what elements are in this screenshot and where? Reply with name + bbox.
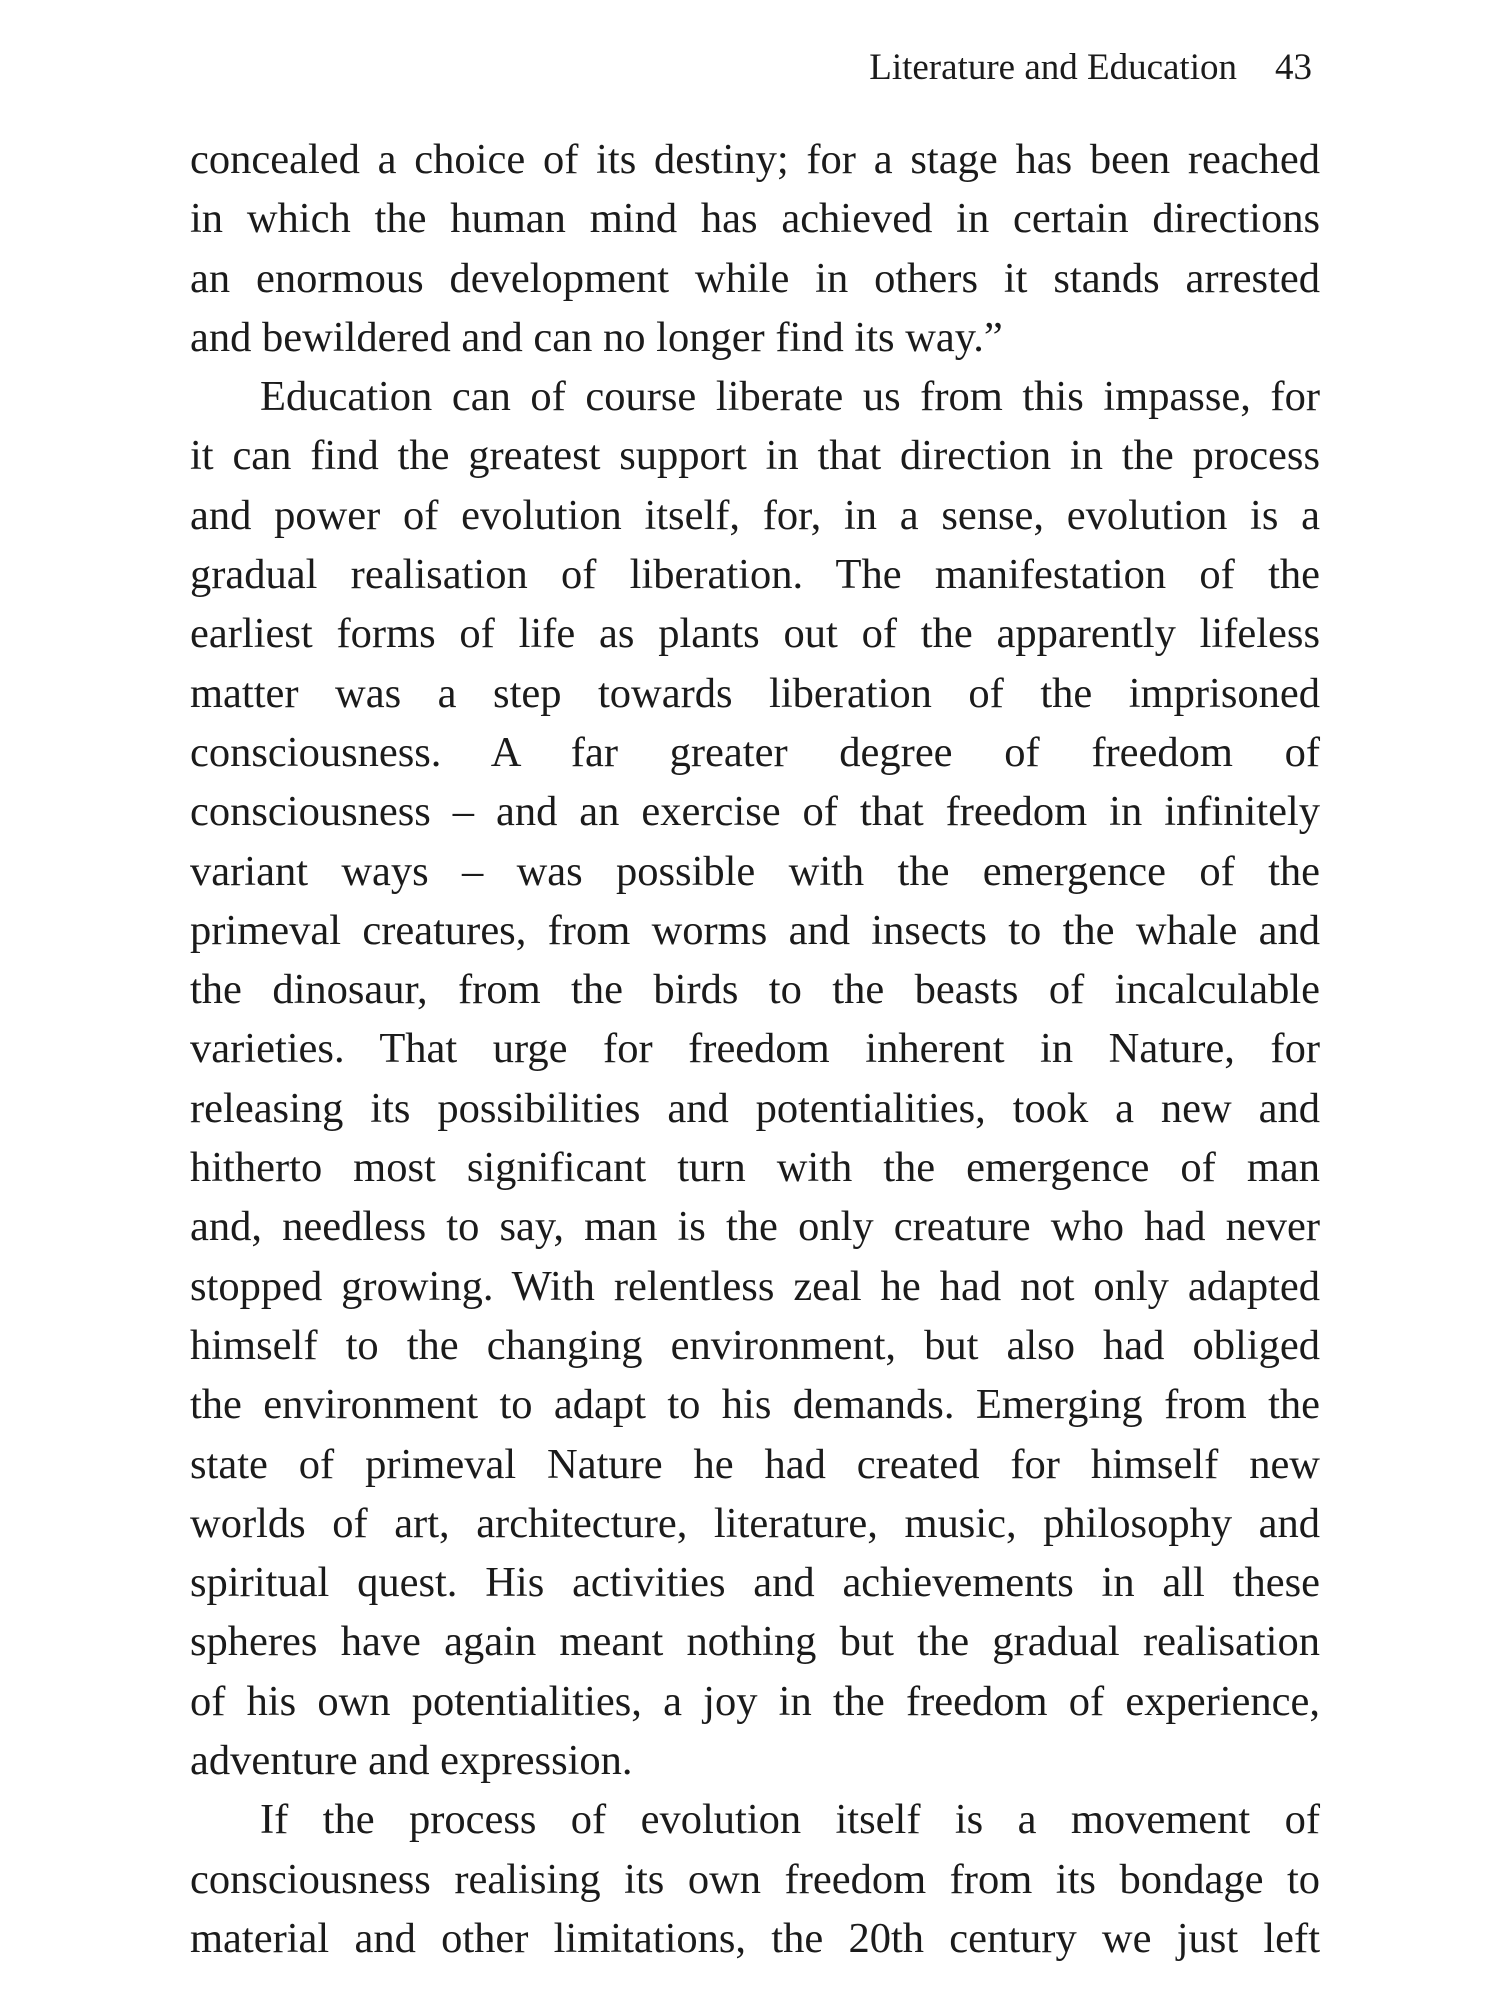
text-line: spheres have again meant nothing but the gradual realisation xyxy=(190,1618,1320,1666)
text-line: consciousness. A far greater degree of freedom of xyxy=(190,728,1320,776)
text-line: consciousness realising its own freedom from its bondage to xyxy=(190,1855,1320,1903)
text-line: gradual realisation of liberation. The manifestation of the xyxy=(190,551,1320,599)
text-line: concealed a choice of its destiny; for a stage has been reached xyxy=(190,136,1320,183)
text-line: himself to the changing environment, but also had obliged xyxy=(190,1321,1320,1369)
text-line: variant ways – was possible with the emergence of the xyxy=(190,847,1320,895)
paragraph xyxy=(190,1790,1320,1968)
paragraph xyxy=(190,130,1320,367)
page-number: 43 xyxy=(1275,47,1312,88)
text-line: varieties. That urge for freedom inherent in Nature, for xyxy=(190,1025,1320,1073)
text-line: and power of evolution itself, for, in a sense, evolution is a xyxy=(190,491,1320,539)
text-line: it can find the greatest support in that direction in the process xyxy=(190,432,1320,480)
text-line: state of primeval Nature he had created for himself new xyxy=(190,1440,1320,1488)
running-head xyxy=(869,44,1312,92)
text-line: an enormous development while in others it stands arrested xyxy=(190,254,1320,302)
text-line: spiritual quest. His activities and achievements in all these xyxy=(190,1559,1320,1607)
text-line: of his own potentialities, a joy in the freedom of experience, xyxy=(190,1677,1320,1725)
running-head-title: Literature and Education xyxy=(869,47,1237,88)
text-line: Education can of course liberate us from this impasse, for xyxy=(260,373,1320,421)
text-line: If the process of evolution itself is a movement of xyxy=(260,1796,1320,1844)
text-line: in which the human mind has achieved in certain directions xyxy=(190,195,1320,243)
text-line: consciousness – and an exercise of that freedom in infinitely xyxy=(190,788,1320,836)
text-line: the environment to adapt to his demands. Emerging from the xyxy=(190,1381,1320,1429)
text-line: releasing its possibilities and potentialities, took a new and xyxy=(190,1084,1320,1132)
text-line: stopped growing. With relentless zeal he had not only adapted xyxy=(190,1262,1320,1310)
text-line: hitherto most significant turn with the emergence of man xyxy=(190,1144,1320,1192)
body-text xyxy=(190,130,1320,1968)
text-line: material and other limitations, the 20th century we just left xyxy=(190,1914,1320,1962)
text-line: the dinosaur, from the birds to the beasts of incalculable xyxy=(190,966,1320,1014)
text-line: matter was a step towards liberation of the imprisoned xyxy=(190,669,1320,717)
paragraph xyxy=(190,367,1320,1790)
text-line: earliest forms of life as plants out of the apparently lifeless xyxy=(190,610,1320,658)
text-line: worlds of art, architecture, literature, music, philosophy and xyxy=(190,1499,1320,1547)
text-line: and, needless to say, man is the only creature who had never xyxy=(190,1203,1320,1251)
text-line: adventure and expression. xyxy=(190,1737,633,1785)
text-line: and bewildered and can no longer find its way.” xyxy=(190,313,1003,361)
text-line: primeval creatures, from worms and insects to the whale and xyxy=(190,906,1320,954)
